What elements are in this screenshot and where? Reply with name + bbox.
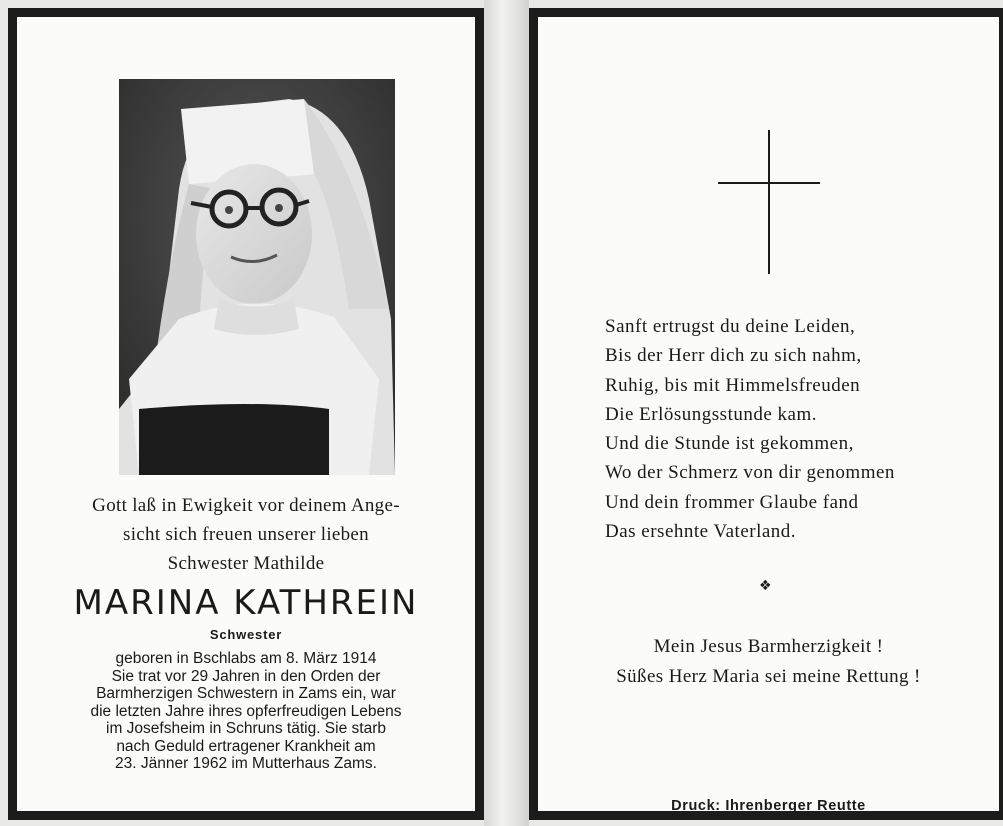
printer-credit: Druck: Ihrenberger Reutte bbox=[671, 798, 866, 814]
prayer-line: Süßes Herz Maria sei meine Rettung ! bbox=[616, 666, 921, 687]
bio-line: nach Geduld ertragener Krankheit am bbox=[116, 737, 376, 755]
dedication-line: Gott laß in Ewigkeit vor deinem Ange- bbox=[92, 495, 400, 516]
religious-title: Schwester bbox=[209, 627, 283, 642]
dedication-line: Schwester Mathilde bbox=[167, 553, 325, 574]
memorial-card-back bbox=[529, 8, 1003, 820]
poem-line: Wo der Schmerz von dir genommen bbox=[605, 462, 895, 484]
bio-line: geboren in Bschlabs am 8. März 1914 bbox=[115, 650, 377, 667]
portrait-photo bbox=[119, 79, 395, 475]
memorial-card-front bbox=[8, 8, 484, 820]
poem-line: Das ersehnte Vaterland. bbox=[605, 521, 797, 543]
card-fold-gap bbox=[484, 0, 529, 826]
cross-icon bbox=[718, 130, 820, 274]
dedication-text bbox=[17, 491, 475, 578]
bio-line: Barmherzigen Schwestern in Zams ein, war bbox=[96, 685, 396, 702]
poem-line: Und die Stunde ist gekommen, bbox=[605, 433, 854, 455]
deceased-name: MARINA KATHREIN bbox=[73, 583, 419, 623]
poem-line: Bis der Herr dich zu sich nahm, bbox=[605, 345, 862, 367]
bio-line: die letzten Jahre ihres opferfreudigen Lebens bbox=[90, 702, 402, 720]
poem-line: Ruhig, bis mit Himmelsfreuden bbox=[605, 374, 861, 396]
poem-line: Und dein frommer Glaube fand bbox=[605, 491, 859, 513]
bio-line: 23. Jänner 1962 im Mutterhaus Zams. bbox=[115, 755, 377, 772]
poem-line: Sanft ertrugst du deine Leiden, bbox=[605, 316, 856, 337]
memorial-poem bbox=[605, 312, 895, 546]
poem-line: Die Erlösungsstunde kam. bbox=[605, 403, 818, 425]
bio-line: im Josefsheim in Schruns tätig. Sie starb bbox=[106, 720, 386, 737]
biography-text bbox=[17, 650, 475, 773]
bio-line: Sie trat vor 29 Jahren in den Orden der bbox=[111, 667, 381, 685]
ornament-icon: ❖ bbox=[759, 578, 772, 594]
prayer-text bbox=[538, 632, 999, 692]
prayer-line: Mein Jesus Barmherzigkeit ! bbox=[653, 636, 884, 657]
dedication-line: sicht sich freuen unserer lieben bbox=[123, 524, 369, 545]
